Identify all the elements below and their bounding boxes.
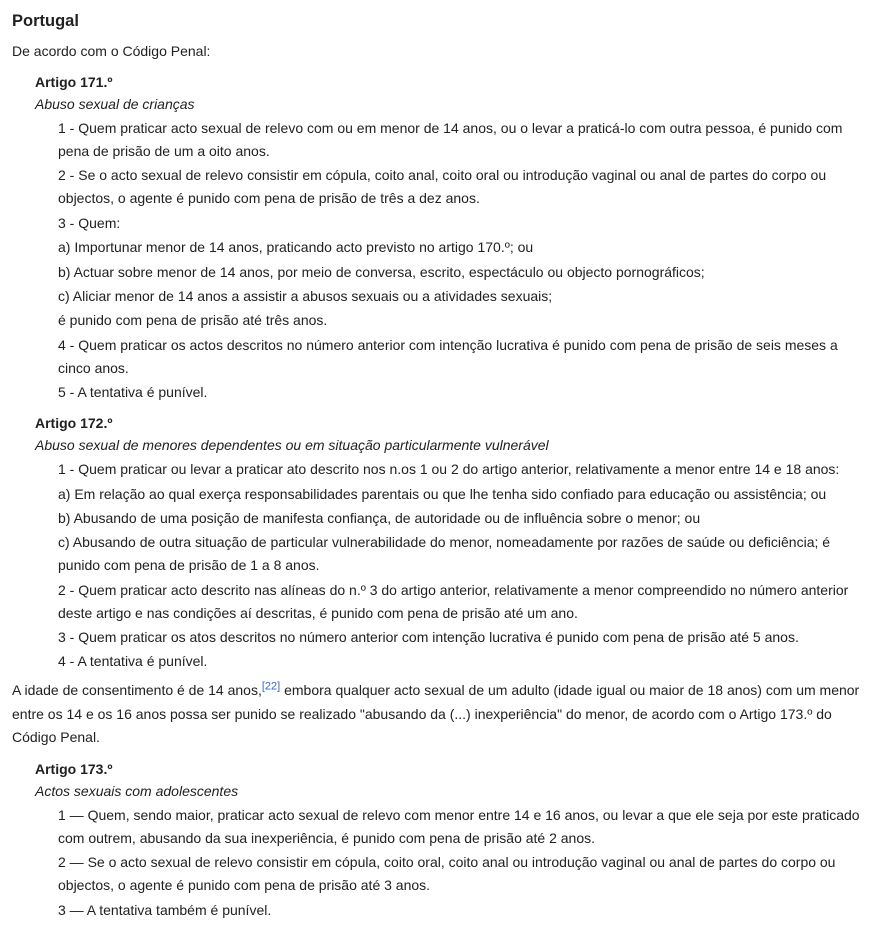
article-item: 4 - A tentativa é punível. (58, 653, 208, 670)
article-item: é punido com pena de prisão até três anos. (58, 312, 328, 329)
article-171 (35, 71, 873, 404)
article-173 (35, 758, 873, 922)
consent-text-after: embora qualquer acto sexual de um adulto (idade igual ou maior de 18 anos) com um menor entre os 14 e os 16 anos possa ser punido se realizado "abusando da (...) inexperiência" do menor, de acordo com o Artigo 173.º do Código Penal. (12, 682, 860, 746)
consent-paragraph (12, 679, 873, 750)
article-item: 3 - Quem: (58, 214, 121, 231)
article-subtitle: Actos sexuais com adolescentes (35, 782, 239, 799)
article-items (58, 458, 873, 673)
consent-text-before: A idade de consentimento é de 14 anos, (12, 682, 262, 699)
article-title: Artigo 171.º (35, 74, 113, 90)
article-item: c) Aliciar menor de 14 anos a assistir a abusos sexuais ou a atividades sexuais; (58, 287, 553, 304)
article-subtitle: Abuso sexual de menores dependentes ou em situação particularmente vulnerável (35, 437, 549, 454)
article-item: 4 - Quem praticar os actos descritos no número anterior com intenção lucrativa é punido com pena de prisão de seis meses a cinco anos. (58, 336, 838, 376)
article-item: 2 — Se o acto sexual de relevo consistir em cópula, coito oral, coito anal ou introdução vaginal ou anal de partes do corpo ou objectos, o agente é punido com pena de prisão até 3 anos. (58, 854, 836, 894)
article-item: b) Abusando de uma posição de manifesta confiança, de autoridade ou de influência sobre o menor; ou (58, 509, 701, 526)
article-item: a) Em relação ao qual exerça responsabilidades parentais ou que lhe tenha sido confiado para educação ou assistência; ou (58, 485, 827, 502)
article-items (58, 804, 873, 922)
article-subtitle: Abuso sexual de crianças (35, 96, 195, 112)
reference-link[interactable]: [22] (261, 680, 281, 693)
article-items (58, 117, 873, 404)
article-item: c) Abusando de outra situação de particular vulnerabilidade do menor, nomeadamente por razões de saúde ou deficiência; é punido com pena de prisão de 1 a 8 anos. (58, 534, 831, 574)
section-heading: Portugal (12, 12, 79, 30)
article-172 (35, 412, 873, 673)
article-item: 5 - A tentativa é punível. (58, 384, 208, 401)
article-item: 3 — A tentativa também é punível. (58, 901, 272, 918)
article-item: 2 - Quem praticar acto descrito nas alíneas do n.º 3 do artigo anterior, relativamente a menor compreendido no número anterior deste artigo e nas condições aí descritas, é punido com pena de prisão até um ano. (58, 581, 849, 621)
article-item: 1 - Quem praticar acto sexual de relevo com ou em menor de 14 anos, ou o levar a praticá-lo com outra pessoa, é punido com pena de prisão de um a oito anos. (58, 120, 843, 159)
article-item: 3 - Quem praticar os atos descritos no número anterior com intenção lucrativa é punido com pena de prisão até 5 anos. (58, 629, 799, 646)
article-item: 1 - Quem praticar ou levar a praticar ato descrito nos n.os 1 ou 2 do artigo anterior, relativamente a menor entre 14 e 18 anos: (58, 461, 840, 478)
article-item: 1 — Quem, sendo maior, praticar acto sexual de relevo com menor entre 14 e 16 anos, ou levar a que ele seja por este praticado com outrem, abusando da sua inexperiência, é punido com pena de prisão até 2 anos. (58, 806, 860, 846)
reference-sup (262, 681, 280, 693)
article-item: b) Actuar sobre menor de 14 anos, por meio de conversa, escrito, espectáculo ou objecto pornográficos; (58, 263, 705, 280)
intro-text: De acordo com o Código Penal: (12, 43, 211, 59)
article-item: 2 - Se o acto sexual de relevo consistir em cópula, coito anal, coito oral ou introdução vaginal ou anal de partes do corpo ou objectos, o agente é punido com pena de prisão de três a dez anos. (58, 167, 827, 207)
article-title: Artigo 172.º (35, 415, 113, 432)
article-title: Artigo 173.º (35, 760, 113, 777)
article-item: a) Importunar menor de 14 anos, praticando acto previsto no artigo 170.º; ou (58, 239, 534, 256)
